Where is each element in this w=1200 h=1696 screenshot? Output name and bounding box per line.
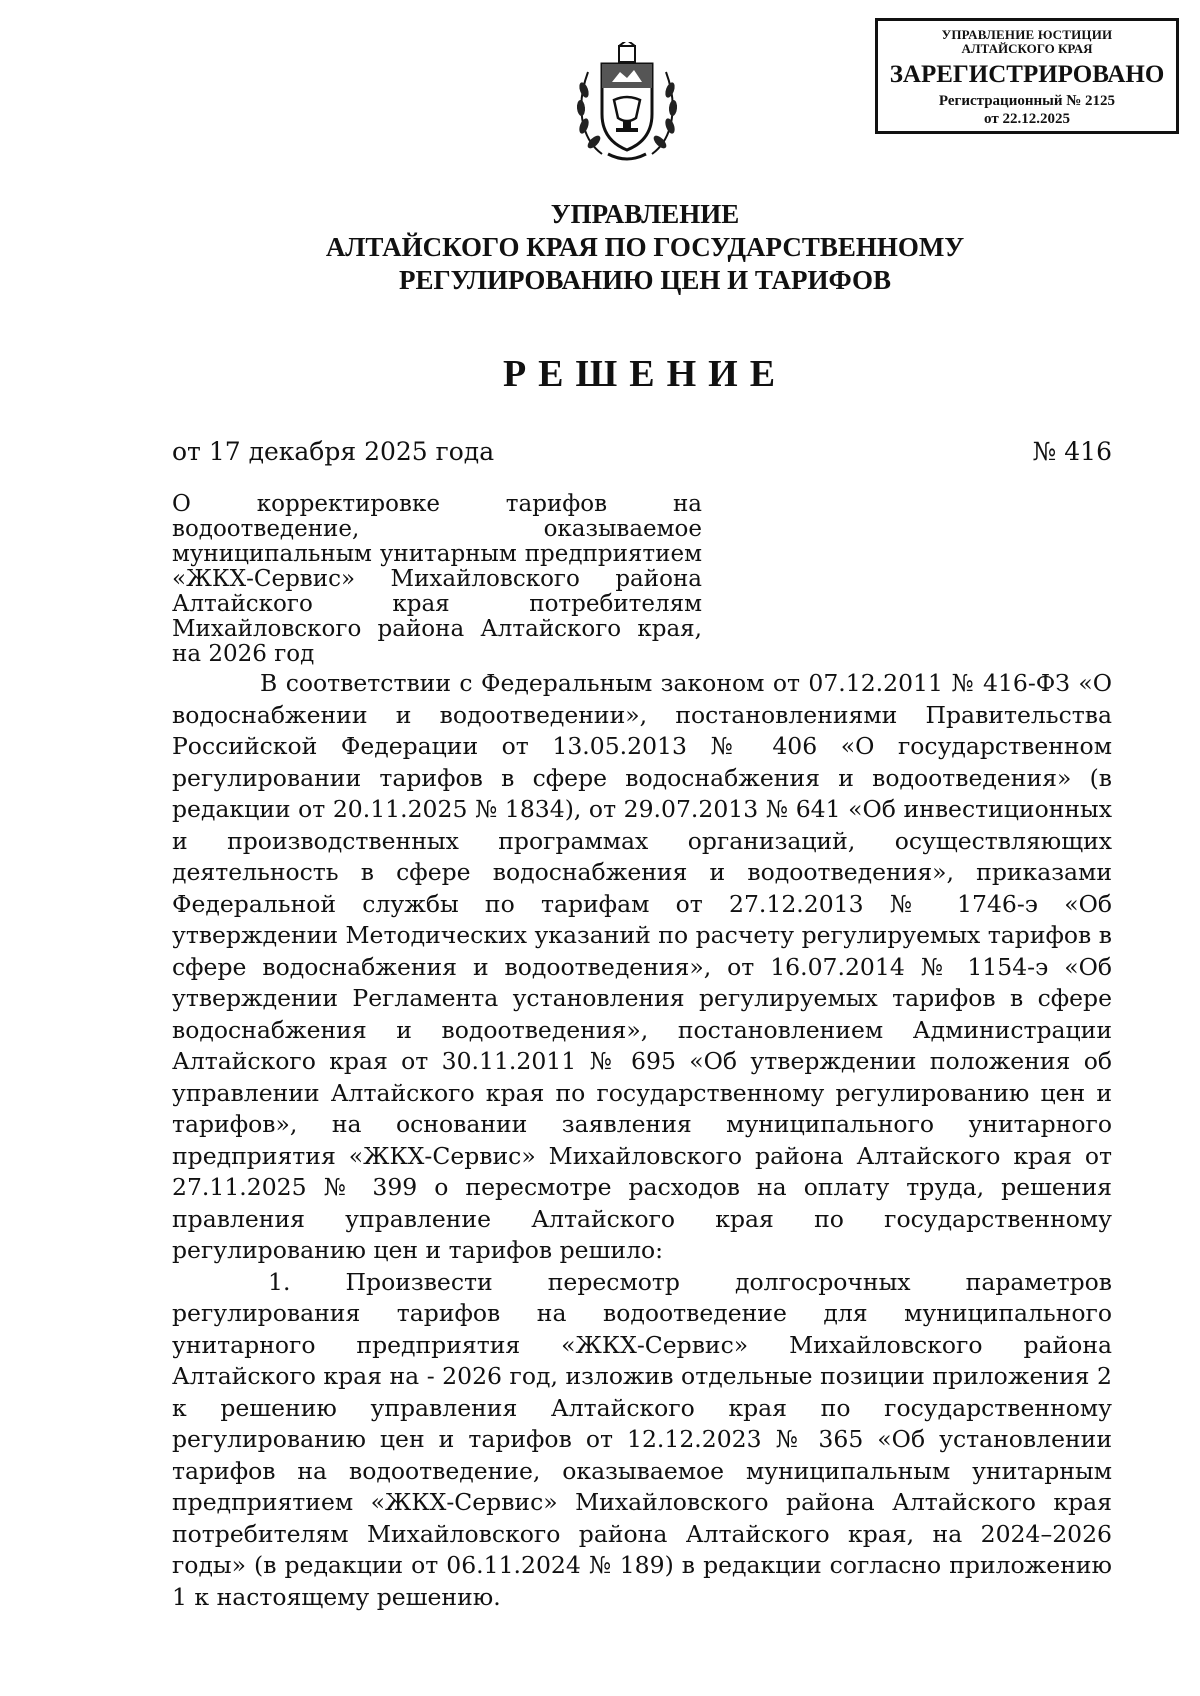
item-1-paragraph: 1. Произвести пересмотр долгосрочных параметров регулирования тарифов на водоотведение для муниципального унитарного предприятия «ЖКХ-Сервис» Михайловского района Алтайского края на - 2026 год, изложив отдельные позиции приложения 2 к решению управления Алтайского края по государственному регулированию цен и тарифов от 12.12.2023 № 365 «Об установлении тарифов на водоотведение, оказываемое муниципальным унитарным предприятием «ЖКХ-Сервис» Михайловского района Алтайского края потребителям Михайловского района Алтайского края, на 2024–2026 годы» (в редакции от 06.11.2024 № 189) в редакции согласно приложению 1 к настоящему решению. [172,1267,1112,1611]
registration-stamp [875,18,1179,134]
org-line-2: АЛТАЙСКОГО КРАЯ ПО ГОСУДАРСТВЕННОМУ [325,232,965,262]
stamp-status: ЗАРЕГИСТРИРОВАНО [889,61,1165,88]
document-number: № 416 [1032,437,1112,466]
preamble-paragraph: В соответствии с Федеральным законом от 07.12.2011 № 416-ФЗ «О водоснабжении и водоотведении», постановлениями Правительства Российской Федерации от 13.05.2013 № 406 «О государственном регулировании тарифов в сфере водоснабжения и водоотведения» (в редакции от 20.11.2025 № 1834), от 29.07.2013 № 641 «Об инвестиционных и производственных программах организаций, осуществляющих деятельность в сфере водоснабжения и водоотведения», приказами Федеральной службы по тарифам от 27.12.2013 № 1746-э «Об утверждении Методических указаний по расчету регулируемых тарифов в сфере водоснабжения и водоотведения», от 16.07.2014 № 1154-э «Об утверждении Регламента установления регулируемых тарифов в сфере водоснабжения и водоотведения», постановлением Администрации Алтайского края от 30.11.2011 № 695 «Об утверждении положения об управлении Алтайского края по государственному регулированию цен и тарифов», на основании заявления муниципального унитарного предприятия «ЖКХ-Сервис» Михайловского района Алтайского края от 27.11.2025 № 399 о пересмотре расходов на оплату труда, решения правления управление Алтайского края по государственному регулированию цен и тарифов решило: [172,669,1112,1264]
stamp-registration-number: Регистрационный № 2125 [938,93,1116,109]
org-line-1: УПРАВЛЕНИЕ [550,199,740,229]
document-date: от 17 декабря 2025 года [172,437,495,466]
document-subject: О корректировке тарифов на водоотведение, оказываемое муниципальным унитарным предприятием «ЖКХ-Сервис» Михайловского района Алтайского края потребителям Михайловского района Алтайского края, на 2026 год [172,491,702,667]
document-type: РЕШЕНИЕ [502,353,788,395]
stamp-authority-line1: УПРАВЛЕНИЕ ЮСТИЦИИ [941,27,1113,42]
issuing-authority [0,198,1200,297]
coat-of-arms-icon [572,42,682,170]
stamp-authority-line2: АЛТАЙСКОГО КРАЯ [961,41,1093,56]
document-body [172,668,1112,1613]
org-line-3: РЕГУЛИРОВАНИЮ ЦЕН И ТАРИФОВ [398,265,892,295]
stamp-date: от 22.12.2025 [984,111,1070,127]
